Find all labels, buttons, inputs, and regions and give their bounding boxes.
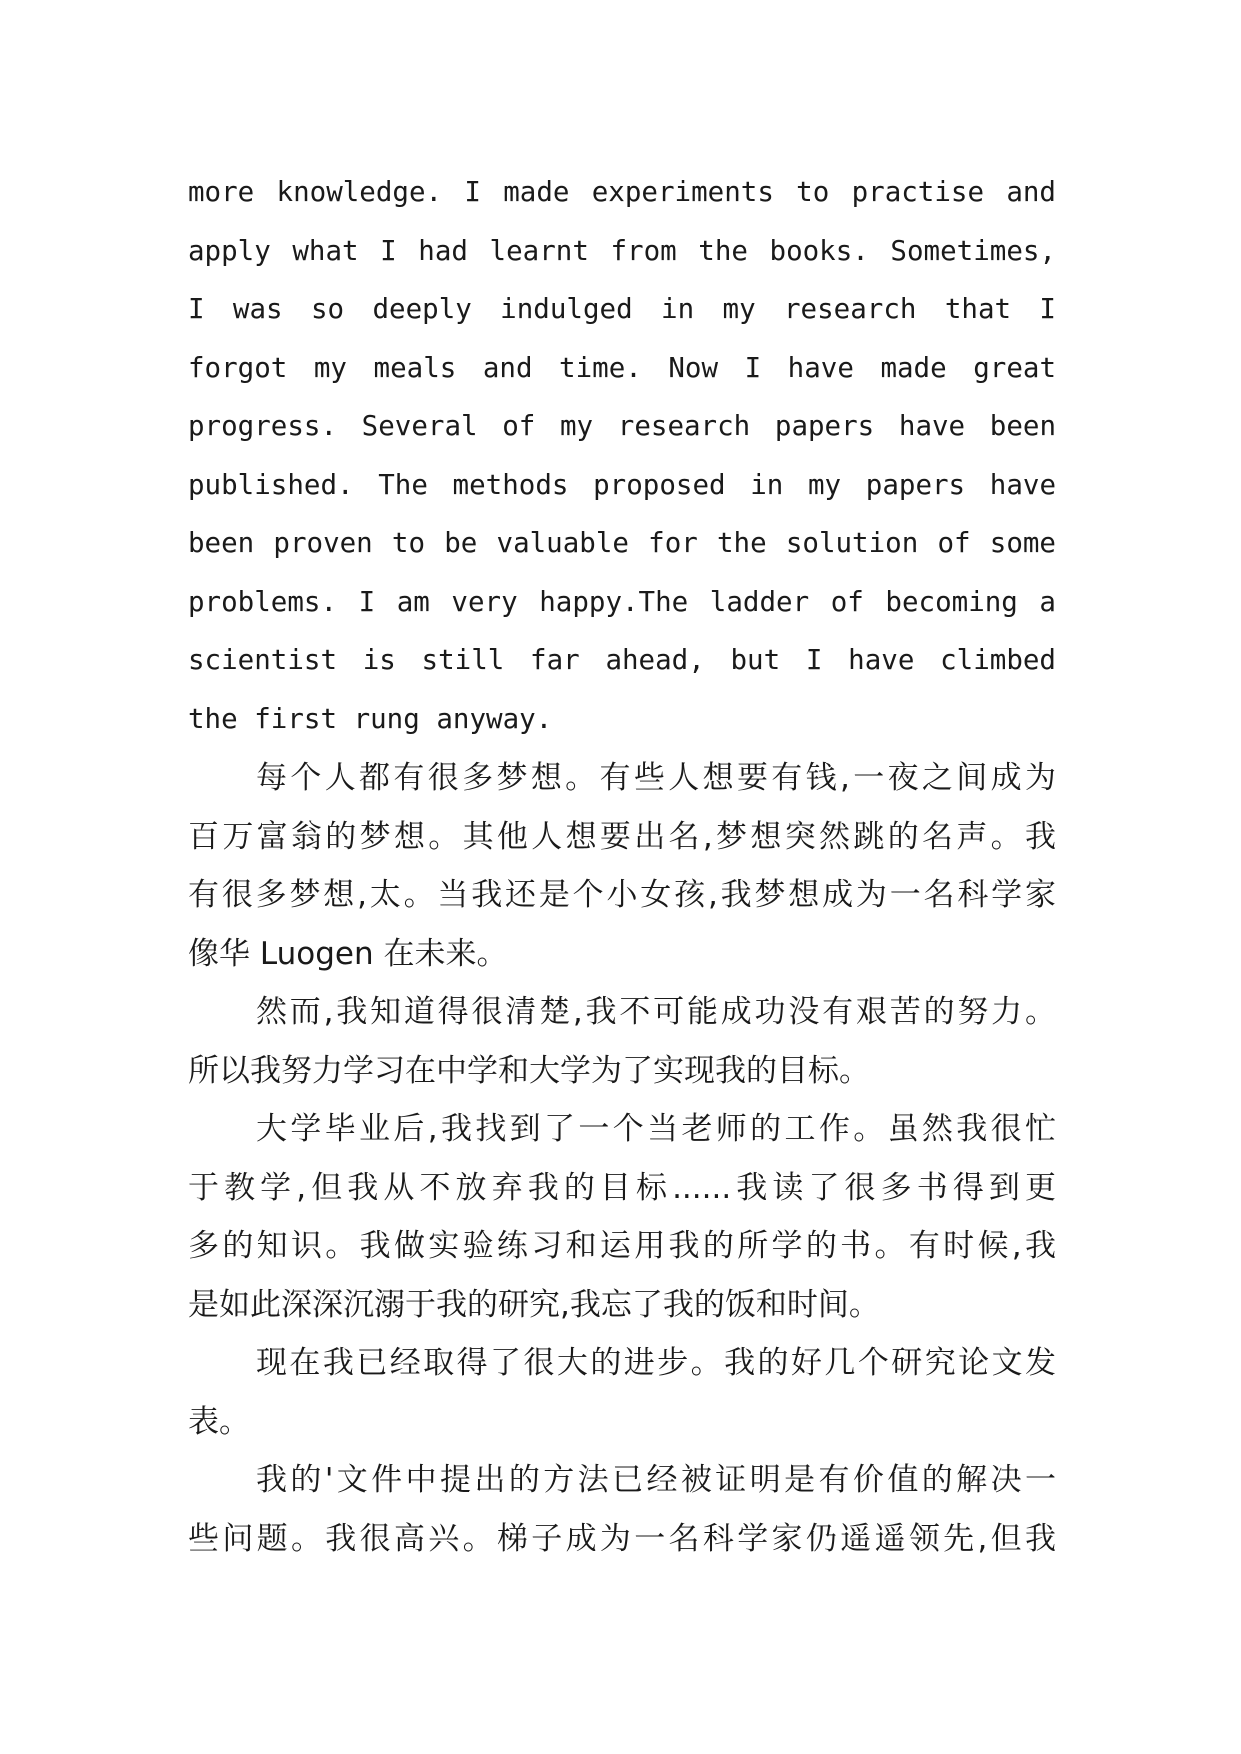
text-line: 些问题。我很高兴。梯子成为一名科学家仍遥遥领先,但我 (188, 1520, 1056, 1557)
text-line: 表。 (188, 1403, 250, 1440)
chinese-paragraph (188, 983, 1056, 1100)
text-line: 有很多梦想,太。当我还是个小女孩,我梦想成为一名科学家 (188, 877, 1056, 913)
text-line: 多的知识。我做实验练习和运用我的所学的书。有时候,我 (188, 1228, 1056, 1264)
text-line: published. The methods proposed in my papers have (188, 468, 1056, 501)
chinese-paragraph (188, 749, 1056, 983)
text-line: progress. Several of my research papers have been (188, 410, 1056, 442)
text-line: 百万富翁的梦想。其他人想要出名,梦想突然跳的名声。我 (188, 818, 1056, 855)
text-line: 是如此深深沉溺于我的研究,我忘了我的饭和时间。 (188, 1286, 880, 1323)
text-line: 我的'文件中提出的方法已经被证明是有价值的解决一 (256, 1462, 1056, 1498)
text-line: more knowledge. I made experiments to practise and (188, 176, 1056, 208)
text-line: scientist is still far ahead, but I have climbed (188, 644, 1056, 676)
chinese-paragraph (188, 1451, 1056, 1568)
text-line: the first rung anyway. (188, 702, 553, 735)
text-line: 像华 Luogen 在未来。 (188, 935, 508, 972)
text-line: 大学毕业后,我找到了一个当老师的工作。虽然我很忙 (256, 1111, 1056, 1147)
chinese-text (188, 749, 1056, 1568)
text-line: 现在我已经取得了很大的进步。我的好几个研究论文发 (256, 1345, 1056, 1381)
text-line: problems. I am very happy.The ladder of becoming a (188, 585, 1056, 618)
english-paragraph (188, 163, 1056, 748)
text-line: I was so deeply indulged in my research that I (188, 293, 1056, 325)
text-line: forgot my meals and time. Now I have made great (188, 351, 1056, 384)
chinese-paragraph (188, 1100, 1056, 1334)
text-line: 然而,我知道得很清楚,我不可能成功没有艰苦的努力。 (256, 994, 1056, 1030)
chinese-paragraph (188, 1334, 1056, 1451)
text-line: apply what I had learnt from the books. Sometimes, (188, 234, 1056, 267)
text-line: 于教学,但我从不放弃我的目标......我读了很多书得到更 (188, 1169, 1056, 1206)
text-line: been proven to be valuable for the solution of some (188, 527, 1056, 559)
text-line: 每个人都有很多梦想。有些人想要有钱,一夜之间成为 (256, 760, 1056, 796)
text-line: 所以我努力学习在中学和大学为了实现我的目标。 (188, 1052, 870, 1089)
